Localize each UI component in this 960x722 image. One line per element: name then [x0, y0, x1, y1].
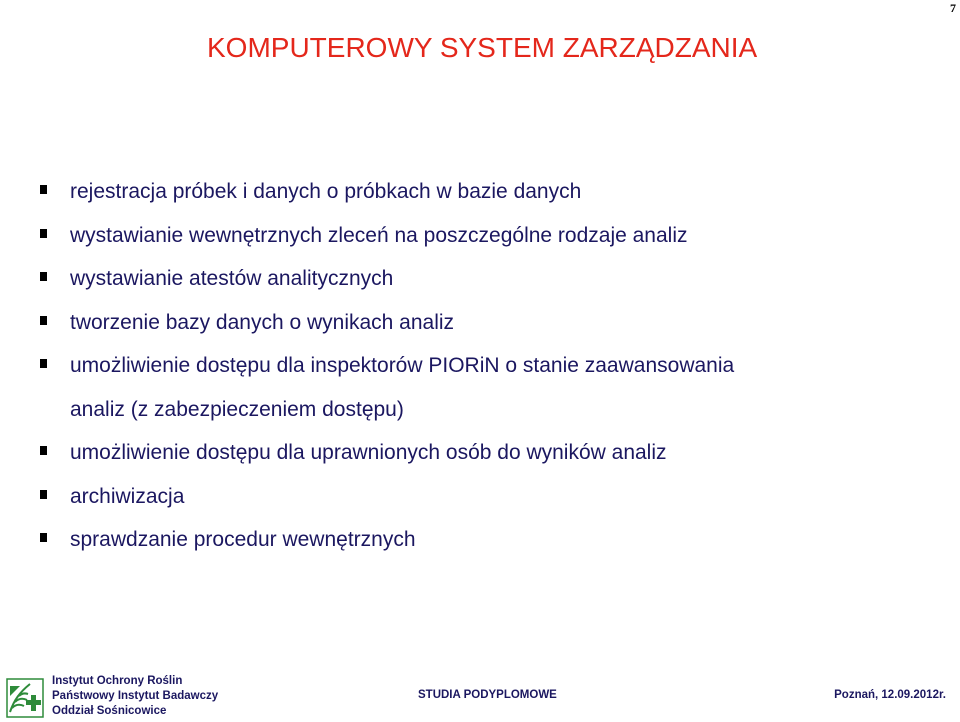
- bullet-item: [40, 214, 920, 258]
- institute-line-1: Instytut Ochrony Roślin: [52, 675, 183, 687]
- slide-footer: [0, 672, 960, 722]
- bullet-continuation-line: [40, 388, 920, 432]
- bullet-item: [40, 475, 920, 519]
- slide-title: KOMPUTEROWY SYSTEM ZARZĄDZANIA: [207, 32, 758, 63]
- institute-line-3: Oddział Sośnicowice: [52, 705, 167, 717]
- bullet-text: umożliwienie dostępu dla uprawnionych osób do wyników analiz: [70, 441, 667, 464]
- page-number: 7: [950, 1, 956, 15]
- bullet-text: analiz (z zabezpieczeniem dostępu): [70, 397, 404, 421]
- institute-line-2: Państwowy Instytut Badawczy: [52, 690, 219, 702]
- bullet-item: [40, 518, 920, 562]
- square-bullet-icon: [40, 185, 47, 194]
- bullet-text: rejestracja próbek i danych o próbkach w bazie danych: [70, 180, 582, 203]
- bullet-item: [40, 431, 920, 475]
- bullet-item: [40, 344, 920, 388]
- square-bullet-icon: [40, 446, 47, 455]
- institute-name: [52, 674, 218, 719]
- square-bullet-icon: [40, 490, 47, 499]
- bullet-text: archiwizacja: [70, 484, 185, 508]
- square-bullet-icon: [40, 359, 47, 368]
- bullet-item: [40, 257, 920, 301]
- bullet-text: tworzenie bazy danych o wynikach analiz: [70, 310, 455, 334]
- bullet-text: sprawdzanie procedur wewnętrznych: [70, 528, 416, 551]
- square-bullet-icon: [40, 533, 47, 542]
- square-bullet-icon: [40, 229, 47, 238]
- bullet-list: [40, 170, 920, 562]
- bullet-text: wystawianie wewnętrznych zleceń na poszczególne rodzaje analiz: [70, 223, 688, 247]
- program-label: STUDIA PODYPLOMOWE: [418, 689, 557, 701]
- bullet-item: [40, 170, 920, 214]
- bullet-text: umożliwienie dostępu dla inspektorów PIORiN o stanie zaawansowania: [70, 354, 735, 377]
- ior-pib-logo-icon: [6, 678, 44, 718]
- square-bullet-icon: [40, 316, 47, 325]
- bullet-text: wystawianie atestów analitycznych: [70, 267, 394, 290]
- bullet-item: [40, 301, 920, 345]
- place-date-label: Poznań, 12.09.2012r.: [834, 689, 946, 701]
- square-bullet-icon: [40, 272, 47, 281]
